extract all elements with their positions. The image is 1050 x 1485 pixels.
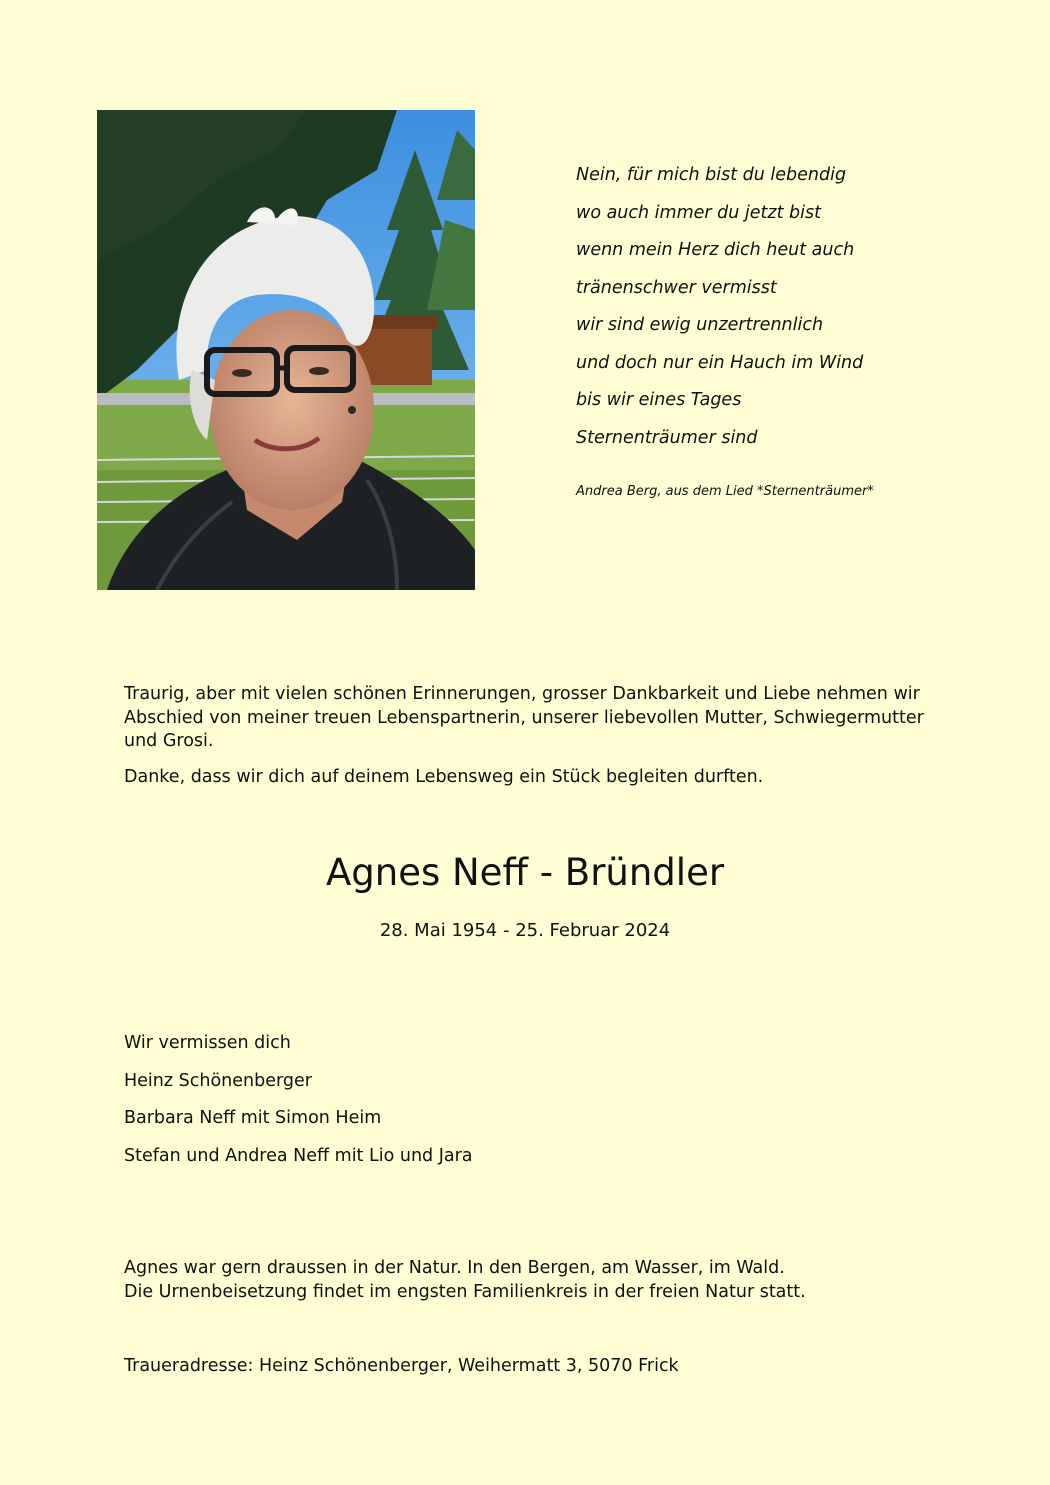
family-line: Wir vermissen dich bbox=[124, 1033, 291, 1053]
portrait-image bbox=[97, 110, 475, 590]
poem-line: wo auch immer du jetzt bist bbox=[576, 202, 821, 223]
thanks-paragraph: Danke, dass wir dich auf deinem Lebensweg ein Stück begleiten durften. bbox=[124, 766, 764, 787]
poem bbox=[576, 160, 1016, 499]
family-list bbox=[124, 1030, 473, 1180]
poem-line: und doch nur ein Hauch im Wind bbox=[576, 352, 864, 373]
family-line: Stefan und Andrea Neff mit Lio und Jara bbox=[124, 1145, 473, 1166]
poem-line: Sternenträumer sind bbox=[576, 427, 758, 448]
closing-line: Die Urnenbeisetzung findet im engsten Familienkreis in der freien Natur statt. bbox=[124, 1282, 806, 1302]
poem-line: Nein, für mich bist du lebendig bbox=[576, 165, 847, 185]
deceased-name: Agnes Neff - Bründler bbox=[325, 851, 725, 894]
family-line: Barbara Neff mit Simon Heim bbox=[124, 1108, 382, 1128]
intro-text bbox=[124, 683, 924, 801]
poem-source: Andrea Berg, aus dem Lied *Sternenträumer* bbox=[576, 484, 874, 499]
closing-text bbox=[124, 1256, 806, 1304]
intro-paragraph: Traurig, aber mit vielen schönen Erinnerungen, grosser Dankbarkeit und Liebe nehmen wir Abschied von meiner treuen Lebenspartnerin, unserer liebevollen Mutter, Schwiegermutter und Grosi. bbox=[124, 684, 924, 751]
poem-line: wenn mein Herz dich heut auch bbox=[576, 240, 855, 260]
mourning-address: Traueradresse: Heinz Schönenberger, Weihermatt 3, 5070 Frick bbox=[124, 1356, 679, 1376]
poem-line: tränenschwer vermisst bbox=[576, 277, 777, 298]
poem-line: wir sind ewig unzertrennlich bbox=[576, 315, 824, 335]
poem-line: bis wir eines Tages bbox=[576, 390, 742, 410]
life-dates: 28. Mai 1954 - 25. Februar 2024 bbox=[379, 920, 671, 941]
closing-line: Agnes war gern draussen in der Natur. In den Bergen, am Wasser, im Wald. bbox=[124, 1258, 785, 1278]
family-line: Heinz Schönenberger bbox=[124, 1070, 312, 1091]
portrait-photo bbox=[97, 110, 475, 590]
